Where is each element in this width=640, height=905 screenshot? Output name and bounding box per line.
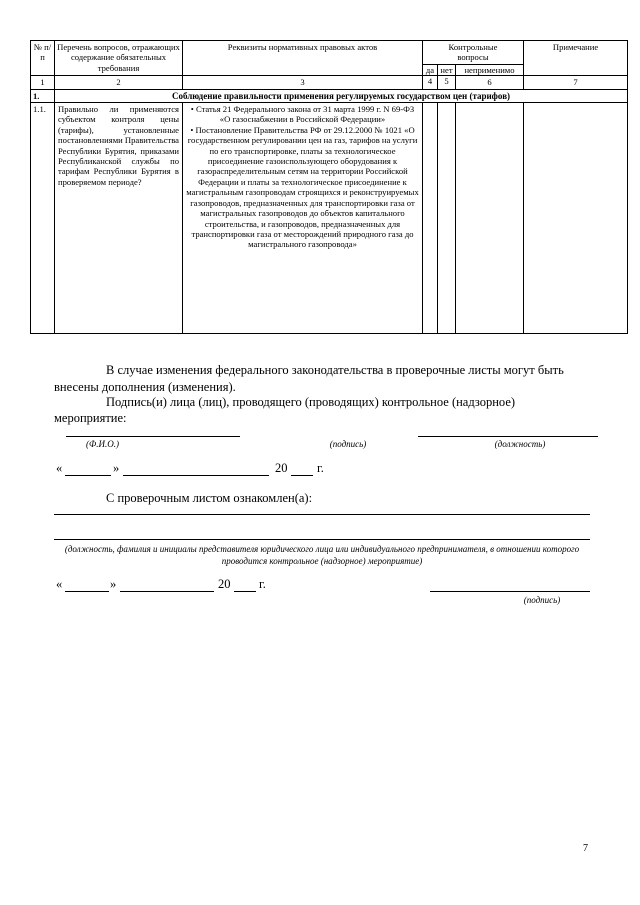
- header-questions: Перечень вопросов, отражающих содержание обязательных требования: [55, 41, 183, 76]
- column-numbers-row: [31, 76, 628, 89]
- representative-line-1[interactable]: [54, 514, 590, 515]
- answer-yes-cell[interactable]: [423, 103, 438, 334]
- answer-na-cell[interactable]: [456, 103, 524, 334]
- date-year-prefix: 20: [275, 461, 288, 475]
- date2-year-line[interactable]: [234, 591, 256, 592]
- header-acts: Реквизиты нормативных правовых актов: [183, 41, 423, 76]
- header-note: Примечание: [524, 41, 628, 76]
- col-number: 6: [456, 76, 524, 89]
- date-year-line[interactable]: [291, 475, 313, 476]
- section-row: [31, 89, 628, 102]
- caption-position: (должность): [494, 439, 546, 449]
- amend-text-line2: внесены дополнения (изменения).: [54, 380, 236, 394]
- checklist-table: [30, 40, 628, 334]
- page-number: 7: [583, 843, 588, 854]
- header-no: нет: [438, 64, 456, 75]
- signature2-line[interactable]: [430, 591, 590, 592]
- date-year-suffix: г.: [317, 461, 324, 475]
- amend-text-line1: В случае изменения федерального законодательства в проверочные листы могут быть: [106, 363, 564, 377]
- date-quote-close: »: [113, 461, 120, 475]
- date2-quote-open: «: [56, 577, 63, 591]
- position-line[interactable]: [418, 436, 598, 437]
- date-day-line[interactable]: [65, 475, 111, 476]
- representative-line-2[interactable]: [54, 539, 590, 540]
- header-na: неприменимо: [456, 64, 524, 75]
- col-number: 5: [438, 76, 456, 89]
- signature-text-line1: Подпись(и) лица (лиц), проводящего (проводящих) контрольное (надзорное): [106, 395, 516, 409]
- row-question: Правильно ли применяются субъектом контроля цены (тарифы), установленные постановлениями Правительства Республики Бурятия, приказами Республиканской службы по тарифам Республики Бурятия в проверяемом периоде?: [55, 103, 183, 334]
- act-resolution-1021: • Постановление Правительства РФ от 29.12.2000 № 1021 «О государственном регулировании цен на газ, тарифов на услуги по его транспортировке, платы за технологическое присоединение газоиспользующего оборудования к газораспределительным сетям на территории Российской Федерации и платы за технологическое присоединение к магистральным газопроводам строящихся и реконструируемых газопроводов, предназначенных для транспортировки газа от магистральных газопроводов до объектов капитального строительства, и газопроводов, предназначенных для транспортировки газа от месторождений природного газа до магистрального газопровода»: [186, 124, 419, 250]
- caption-signature: (подпись): [329, 439, 367, 449]
- col-number: 1: [31, 76, 55, 89]
- col-number: 4: [423, 76, 438, 89]
- section-title: Соблюдение правильности применения регулируемых государством цен (тарифов): [55, 89, 628, 102]
- header-yes: да: [423, 64, 438, 75]
- date2-quote-close: »: [110, 577, 117, 591]
- header-control: Контрольные вопросы: [423, 41, 524, 65]
- caption-signature-2: (подпись): [523, 595, 561, 605]
- signature-text-line2: мероприятие:: [54, 411, 127, 425]
- date-quote-open: «: [56, 461, 63, 475]
- act-law-69: • Статья 21 Федерального закона от 31 марта 1999 г. N 69-ФЗ «О газоснабжении в Российской Федерации»: [190, 104, 415, 125]
- fio-line[interactable]: [66, 436, 240, 437]
- representative-caption: (должность, фамилия и инициалы представителя юридического лица или индивидуального предпринимателя, в отношении которого проводится контрольное (надзорное) мероприятие): [64, 544, 580, 566]
- col-number: 2: [55, 76, 183, 89]
- date2-day-line[interactable]: [65, 591, 109, 592]
- row-num: 1.1.: [31, 103, 55, 334]
- note-cell[interactable]: [524, 103, 628, 334]
- caption-fio: (Ф.И.О.): [86, 439, 119, 449]
- table-row: [31, 103, 628, 334]
- header-num: № п/п: [31, 41, 55, 76]
- row-acts: [183, 103, 423, 334]
- date2-month-line[interactable]: [120, 591, 214, 592]
- date2-year-prefix: 20: [218, 577, 231, 591]
- acquainted-text: С проверочным листом ознакомлен(а):: [106, 491, 313, 505]
- date2-year-suffix: г.: [259, 577, 266, 591]
- col-number: 3: [183, 76, 423, 89]
- section-num: 1.: [31, 89, 55, 102]
- answer-no-cell[interactable]: [438, 103, 456, 334]
- col-number: 7: [524, 76, 628, 89]
- date-month-line[interactable]: [123, 475, 269, 476]
- table-header-row: [31, 41, 628, 65]
